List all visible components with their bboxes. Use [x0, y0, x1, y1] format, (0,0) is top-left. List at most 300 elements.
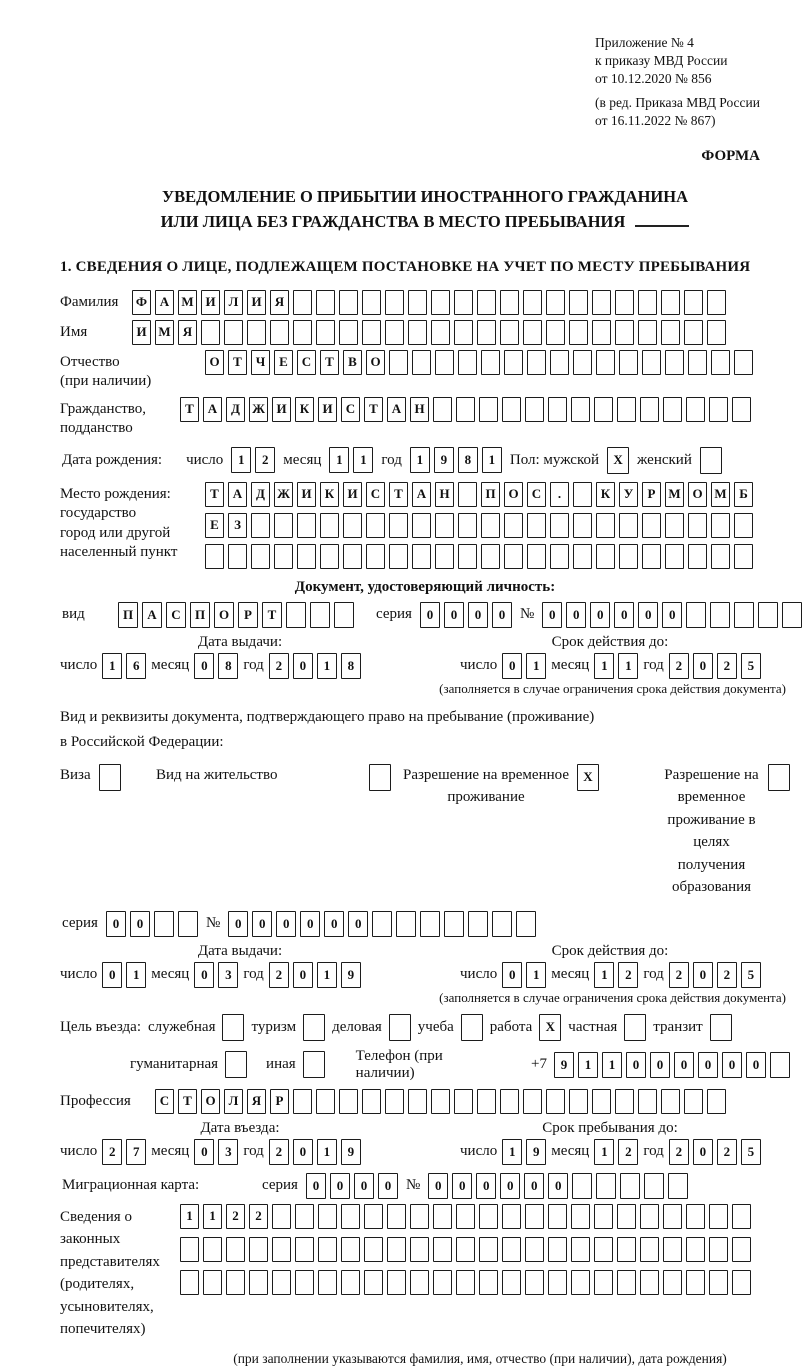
- form-cell[interactable]: [412, 544, 431, 569]
- purpose-option-checkbox[interactable]: [303, 1051, 325, 1078]
- form-cell[interactable]: [686, 602, 706, 628]
- form-cell[interactable]: [295, 1237, 314, 1262]
- form-cell[interactable]: [435, 513, 454, 538]
- temp-permit-checkbox[interactable]: [577, 764, 599, 791]
- form-cell[interactable]: [548, 1270, 567, 1295]
- form-cell[interactable]: [523, 1089, 542, 1114]
- residence-issue-day-input[interactable]: [102, 962, 146, 988]
- phone-input[interactable]: [554, 1052, 790, 1078]
- form-cell[interactable]: 1: [410, 447, 430, 473]
- form-cell[interactable]: [249, 1270, 268, 1295]
- form-cell[interactable]: И: [297, 482, 316, 507]
- form-cell[interactable]: [709, 1237, 728, 1262]
- form-cell[interactable]: А: [142, 602, 162, 628]
- form-cell[interactable]: [458, 482, 477, 507]
- form-cell[interactable]: [734, 350, 753, 375]
- form-cell[interactable]: [688, 544, 707, 569]
- form-cell[interactable]: С: [341, 397, 360, 422]
- form-cell[interactable]: Ч: [251, 350, 270, 375]
- form-cell[interactable]: 1: [203, 1204, 222, 1229]
- form-cell[interactable]: 0: [194, 653, 214, 679]
- form-cell[interactable]: [504, 544, 523, 569]
- expiry-month-input[interactable]: [594, 653, 638, 679]
- form-cell[interactable]: [362, 1089, 381, 1114]
- form-cell[interactable]: 0: [452, 1173, 472, 1199]
- form-cell[interactable]: [758, 602, 778, 628]
- issue-month-input[interactable]: [194, 653, 238, 679]
- purpose-option-checkbox[interactable]: [539, 1014, 561, 1041]
- edu-permit-checkbox[interactable]: [768, 764, 790, 791]
- form-cell[interactable]: 1: [317, 962, 337, 988]
- form-cell[interactable]: 2: [717, 1139, 737, 1165]
- form-cell[interactable]: 0: [228, 911, 248, 937]
- form-cell[interactable]: [594, 1237, 613, 1262]
- form-cell[interactable]: Т: [178, 1089, 197, 1114]
- form-cell[interactable]: [362, 320, 381, 345]
- form-cell[interactable]: [318, 1204, 337, 1229]
- form-cell[interactable]: 0: [500, 1173, 520, 1199]
- form-cell[interactable]: [700, 447, 722, 474]
- birthplace-line1-input[interactable]: [205, 482, 753, 507]
- migration-series-input[interactable]: [306, 1173, 398, 1199]
- residence-issue-month-input[interactable]: [194, 962, 238, 988]
- form-cell[interactable]: [366, 544, 385, 569]
- form-cell[interactable]: 0: [542, 602, 562, 628]
- birthdate-day-input[interactable]: [231, 447, 275, 473]
- form-cell[interactable]: [527, 350, 546, 375]
- form-cell[interactable]: [286, 602, 306, 628]
- form-cell[interactable]: [686, 1270, 705, 1295]
- form-cell[interactable]: К: [295, 397, 314, 422]
- form-cell[interactable]: 0: [476, 1173, 496, 1199]
- form-cell[interactable]: [617, 1237, 636, 1262]
- form-cell[interactable]: 2: [669, 962, 689, 988]
- form-cell[interactable]: [710, 602, 730, 628]
- form-cell[interactable]: [782, 602, 802, 628]
- form-cell[interactable]: [454, 1089, 473, 1114]
- form-cell[interactable]: 0: [444, 602, 464, 628]
- form-cell[interactable]: П: [190, 602, 210, 628]
- form-cell[interactable]: [389, 544, 408, 569]
- form-cell[interactable]: [387, 1204, 406, 1229]
- form-cell[interactable]: [523, 290, 542, 315]
- form-cell[interactable]: 9: [526, 1139, 546, 1165]
- form-cell[interactable]: [316, 320, 335, 345]
- form-cell[interactable]: [504, 350, 523, 375]
- form-cell[interactable]: П: [481, 482, 500, 507]
- entry-month-input[interactable]: [194, 1139, 238, 1165]
- form-cell[interactable]: А: [412, 482, 431, 507]
- form-cell[interactable]: 8: [458, 447, 478, 473]
- form-cell[interactable]: 3: [218, 962, 238, 988]
- form-cell[interactable]: 7: [126, 1139, 146, 1165]
- form-cell[interactable]: 0: [194, 1139, 214, 1165]
- form-cell[interactable]: [461, 1014, 483, 1041]
- form-cell[interactable]: 2: [717, 653, 737, 679]
- form-cell[interactable]: [274, 513, 293, 538]
- form-cell[interactable]: [320, 513, 339, 538]
- form-cell[interactable]: [396, 911, 416, 937]
- form-cell[interactable]: 3: [218, 1139, 238, 1165]
- form-cell[interactable]: У: [619, 482, 638, 507]
- form-cell[interactable]: [734, 513, 753, 538]
- form-cell[interactable]: Ж: [274, 482, 293, 507]
- doc-series-input[interactable]: [420, 602, 512, 628]
- form-cell[interactable]: [272, 1204, 291, 1229]
- form-cell[interactable]: [546, 320, 565, 345]
- form-cell[interactable]: 0: [626, 1052, 646, 1078]
- form-cell[interactable]: [408, 290, 427, 315]
- form-cell[interactable]: [203, 1270, 222, 1295]
- form-cell[interactable]: [661, 290, 680, 315]
- form-cell[interactable]: [617, 397, 636, 422]
- form-cell[interactable]: [316, 290, 335, 315]
- form-cell[interactable]: Я: [270, 290, 289, 315]
- form-cell[interactable]: 9: [434, 447, 454, 473]
- form-cell[interactable]: 0: [378, 1173, 398, 1199]
- form-cell[interactable]: [592, 1089, 611, 1114]
- form-cell[interactable]: [684, 320, 703, 345]
- representatives-line2-input[interactable]: [180, 1237, 751, 1262]
- form-cell[interactable]: 0: [693, 653, 713, 679]
- form-cell[interactable]: [617, 1270, 636, 1295]
- form-cell[interactable]: [573, 513, 592, 538]
- form-cell[interactable]: 8: [218, 653, 238, 679]
- form-cell[interactable]: 0: [324, 911, 344, 937]
- form-cell[interactable]: [251, 513, 270, 538]
- form-cell[interactable]: [477, 1089, 496, 1114]
- form-cell[interactable]: 0: [502, 653, 522, 679]
- form-cell[interactable]: [341, 1270, 360, 1295]
- form-cell[interactable]: [502, 1270, 521, 1295]
- form-cell[interactable]: [225, 1051, 247, 1078]
- form-cell[interactable]: 6: [126, 653, 146, 679]
- entry-day-input[interactable]: [102, 1139, 146, 1165]
- stay-month-input[interactable]: [594, 1139, 638, 1165]
- form-cell[interactable]: [686, 397, 705, 422]
- form-cell[interactable]: [710, 1014, 732, 1041]
- birthdate-year-input[interactable]: [410, 447, 502, 473]
- form-cell[interactable]: 0: [548, 1173, 568, 1199]
- birthdate-month-input[interactable]: [329, 447, 373, 473]
- form-cell[interactable]: 1: [594, 1139, 614, 1165]
- form-cell[interactable]: [732, 397, 751, 422]
- form-cell[interactable]: [638, 1089, 657, 1114]
- form-cell[interactable]: [201, 320, 220, 345]
- form-cell[interactable]: [502, 1237, 521, 1262]
- form-cell[interactable]: [709, 1270, 728, 1295]
- form-cell[interactable]: [372, 911, 392, 937]
- form-cell[interactable]: [293, 320, 312, 345]
- form-cell[interactable]: [458, 350, 477, 375]
- form-cell[interactable]: [500, 320, 519, 345]
- form-cell[interactable]: [571, 1204, 590, 1229]
- form-cell[interactable]: [573, 350, 592, 375]
- form-cell[interactable]: 0: [722, 1052, 742, 1078]
- form-cell[interactable]: [456, 1237, 475, 1262]
- form-cell[interactable]: Н: [410, 397, 429, 422]
- residence-issue-year-input[interactable]: [269, 962, 361, 988]
- form-cell[interactable]: О: [688, 482, 707, 507]
- form-cell[interactable]: 2: [269, 1139, 289, 1165]
- form-cell[interactable]: 0: [354, 1173, 374, 1199]
- form-cell[interactable]: [684, 1089, 703, 1114]
- form-cell[interactable]: [734, 544, 753, 569]
- form-cell[interactable]: X: [577, 764, 599, 791]
- form-cell[interactable]: М: [178, 290, 197, 315]
- form-cell[interactable]: [665, 513, 684, 538]
- form-cell[interactable]: 1: [317, 1139, 337, 1165]
- form-cell[interactable]: [527, 513, 546, 538]
- form-cell[interactable]: [502, 397, 521, 422]
- form-cell[interactable]: [180, 1237, 199, 1262]
- form-cell[interactable]: З: [228, 513, 247, 538]
- residence-series-input[interactable]: [106, 911, 198, 937]
- form-cell[interactable]: [596, 1173, 616, 1199]
- form-cell[interactable]: [293, 1089, 312, 1114]
- form-cell[interactable]: Я: [247, 1089, 266, 1114]
- form-cell[interactable]: 0: [693, 1139, 713, 1165]
- form-cell[interactable]: 0: [662, 602, 682, 628]
- form-cell[interactable]: 1: [618, 653, 638, 679]
- purpose-option-checkbox[interactable]: [624, 1014, 646, 1041]
- form-cell[interactable]: К: [320, 482, 339, 507]
- form-cell[interactable]: [624, 1014, 646, 1041]
- form-cell[interactable]: [456, 1270, 475, 1295]
- form-cell[interactable]: [688, 513, 707, 538]
- purpose-option-checkbox[interactable]: [225, 1051, 247, 1078]
- form-cell[interactable]: Т: [320, 350, 339, 375]
- form-cell[interactable]: М: [665, 482, 684, 507]
- form-cell[interactable]: [661, 320, 680, 345]
- form-cell[interactable]: [686, 1237, 705, 1262]
- form-cell[interactable]: 0: [693, 962, 713, 988]
- form-cell[interactable]: [435, 544, 454, 569]
- form-cell[interactable]: [303, 1051, 325, 1078]
- visa-checkbox[interactable]: [99, 764, 121, 791]
- form-cell[interactable]: С: [166, 602, 186, 628]
- form-cell[interactable]: [481, 350, 500, 375]
- form-cell[interactable]: [768, 764, 790, 791]
- form-cell[interactable]: 0: [348, 911, 368, 937]
- form-cell[interactable]: С: [297, 350, 316, 375]
- form-cell[interactable]: 9: [341, 962, 361, 988]
- form-cell[interactable]: 2: [255, 447, 275, 473]
- expiry-year-input[interactable]: [669, 653, 761, 679]
- form-cell[interactable]: П: [118, 602, 138, 628]
- form-cell[interactable]: 0: [330, 1173, 350, 1199]
- form-cell[interactable]: Р: [270, 1089, 289, 1114]
- form-cell[interactable]: [592, 290, 611, 315]
- form-cell[interactable]: С: [155, 1089, 174, 1114]
- form-cell[interactable]: [688, 350, 707, 375]
- form-cell[interactable]: [366, 513, 385, 538]
- form-cell[interactable]: 2: [269, 653, 289, 679]
- form-cell[interactable]: [431, 1089, 450, 1114]
- form-cell[interactable]: [364, 1237, 383, 1262]
- form-cell[interactable]: [707, 320, 726, 345]
- issue-year-input[interactable]: [269, 653, 361, 679]
- form-cell[interactable]: [178, 911, 198, 937]
- form-cell[interactable]: [709, 397, 728, 422]
- form-cell[interactable]: 1: [602, 1052, 622, 1078]
- form-cell[interactable]: [592, 320, 611, 345]
- form-cell[interactable]: [387, 1270, 406, 1295]
- form-cell[interactable]: [339, 1089, 358, 1114]
- form-cell[interactable]: [516, 911, 536, 937]
- form-cell[interactable]: М: [711, 482, 730, 507]
- form-cell[interactable]: И: [247, 290, 266, 315]
- form-cell[interactable]: 0: [293, 1139, 313, 1165]
- form-cell[interactable]: [572, 1173, 592, 1199]
- sex-male-checkbox[interactable]: [607, 447, 629, 474]
- form-cell[interactable]: [596, 350, 615, 375]
- form-cell[interactable]: Л: [224, 290, 243, 315]
- form-cell[interactable]: [640, 1204, 659, 1229]
- form-cell[interactable]: Р: [642, 482, 661, 507]
- form-cell[interactable]: О: [214, 602, 234, 628]
- birthplace-line2-input[interactable]: [205, 513, 753, 538]
- form-cell[interactable]: [640, 1270, 659, 1295]
- form-cell[interactable]: [550, 544, 569, 569]
- form-cell[interactable]: Т: [205, 482, 224, 507]
- form-cell[interactable]: 1: [126, 962, 146, 988]
- form-cell[interactable]: Б: [734, 482, 753, 507]
- form-cell[interactable]: Т: [180, 397, 199, 422]
- form-cell[interactable]: [619, 350, 638, 375]
- form-cell[interactable]: 2: [102, 1139, 122, 1165]
- form-cell[interactable]: [339, 320, 358, 345]
- form-cell[interactable]: .: [550, 482, 569, 507]
- form-cell[interactable]: 1: [526, 962, 546, 988]
- form-cell[interactable]: [523, 320, 542, 345]
- form-cell[interactable]: Л: [224, 1089, 243, 1114]
- purpose-option-checkbox[interactable]: [222, 1014, 244, 1041]
- form-cell[interactable]: Р: [238, 602, 258, 628]
- form-cell[interactable]: 0: [293, 962, 313, 988]
- form-cell[interactable]: [642, 350, 661, 375]
- issue-day-input[interactable]: [102, 653, 146, 679]
- form-cell[interactable]: А: [203, 397, 222, 422]
- form-cell[interactable]: С: [366, 482, 385, 507]
- form-cell[interactable]: [412, 513, 431, 538]
- residence-expiry-year-input[interactable]: [669, 962, 761, 988]
- form-cell[interactable]: 0: [293, 653, 313, 679]
- form-cell[interactable]: [412, 350, 431, 375]
- form-cell[interactable]: О: [205, 350, 224, 375]
- form-cell[interactable]: 1: [317, 653, 337, 679]
- form-cell[interactable]: [295, 1270, 314, 1295]
- form-cell[interactable]: [481, 544, 500, 569]
- form-cell[interactable]: С: [527, 482, 546, 507]
- form-cell[interactable]: [343, 544, 362, 569]
- form-cell[interactable]: [640, 397, 659, 422]
- form-cell[interactable]: [226, 1237, 245, 1262]
- form-cell[interactable]: 1: [102, 653, 122, 679]
- form-cell[interactable]: [387, 1237, 406, 1262]
- form-cell[interactable]: 1: [353, 447, 373, 473]
- sex-female-checkbox[interactable]: [700, 447, 722, 474]
- form-cell[interactable]: А: [387, 397, 406, 422]
- form-cell[interactable]: [385, 1089, 404, 1114]
- form-cell[interactable]: 0: [428, 1173, 448, 1199]
- form-cell[interactable]: [180, 1270, 199, 1295]
- form-cell[interactable]: [203, 1237, 222, 1262]
- patronymic-input[interactable]: [205, 350, 753, 375]
- form-cell[interactable]: 1: [502, 1139, 522, 1165]
- form-cell[interactable]: [642, 544, 661, 569]
- form-cell[interactable]: [362, 290, 381, 315]
- form-cell[interactable]: [527, 544, 546, 569]
- form-cell[interactable]: [433, 397, 452, 422]
- profession-input[interactable]: [155, 1089, 726, 1114]
- form-cell[interactable]: [571, 397, 590, 422]
- form-cell[interactable]: 0: [650, 1052, 670, 1078]
- form-cell[interactable]: [334, 602, 354, 628]
- form-cell[interactable]: [711, 544, 730, 569]
- form-cell[interactable]: [364, 1204, 383, 1229]
- form-cell[interactable]: [433, 1237, 452, 1262]
- form-cell[interactable]: 1: [594, 962, 614, 988]
- form-cell[interactable]: [663, 1204, 682, 1229]
- doc-type-input[interactable]: [118, 602, 354, 628]
- form-cell[interactable]: И: [343, 482, 362, 507]
- form-cell[interactable]: [684, 290, 703, 315]
- form-cell[interactable]: [619, 544, 638, 569]
- form-cell[interactable]: [154, 911, 174, 937]
- form-cell[interactable]: [318, 1270, 337, 1295]
- form-cell[interactable]: [548, 1237, 567, 1262]
- form-cell[interactable]: [668, 1173, 688, 1199]
- form-cell[interactable]: И: [201, 290, 220, 315]
- form-cell[interactable]: 5: [741, 962, 761, 988]
- form-cell[interactable]: [707, 290, 726, 315]
- form-cell[interactable]: [389, 513, 408, 538]
- surname-input[interactable]: [132, 290, 726, 315]
- form-cell[interactable]: [571, 1270, 590, 1295]
- form-cell[interactable]: [297, 544, 316, 569]
- form-cell[interactable]: 2: [269, 962, 289, 988]
- representatives-line1-input[interactable]: [180, 1204, 751, 1229]
- form-cell[interactable]: [247, 320, 266, 345]
- form-cell[interactable]: [550, 350, 569, 375]
- form-cell[interactable]: [389, 350, 408, 375]
- form-cell[interactable]: [385, 290, 404, 315]
- form-cell[interactable]: [525, 1270, 544, 1295]
- form-cell[interactable]: [638, 290, 657, 315]
- form-cell[interactable]: [458, 544, 477, 569]
- form-cell[interactable]: Ж: [249, 397, 268, 422]
- name-input[interactable]: [132, 320, 726, 345]
- form-cell[interactable]: 0: [420, 602, 440, 628]
- form-cell[interactable]: 1: [594, 653, 614, 679]
- form-cell[interactable]: [686, 1204, 705, 1229]
- form-cell[interactable]: [711, 513, 730, 538]
- form-cell[interactable]: [663, 1270, 682, 1295]
- form-cell[interactable]: [270, 320, 289, 345]
- form-cell[interactable]: [99, 764, 121, 791]
- form-cell[interactable]: [228, 544, 247, 569]
- form-cell[interactable]: 1: [329, 447, 349, 473]
- form-cell[interactable]: [569, 290, 588, 315]
- form-cell[interactable]: [389, 1014, 411, 1041]
- form-cell[interactable]: [665, 544, 684, 569]
- form-cell[interactable]: Н: [435, 482, 454, 507]
- form-cell[interactable]: [297, 513, 316, 538]
- form-cell[interactable]: [620, 1173, 640, 1199]
- form-cell[interactable]: 0: [306, 1173, 326, 1199]
- form-cell[interactable]: [644, 1173, 664, 1199]
